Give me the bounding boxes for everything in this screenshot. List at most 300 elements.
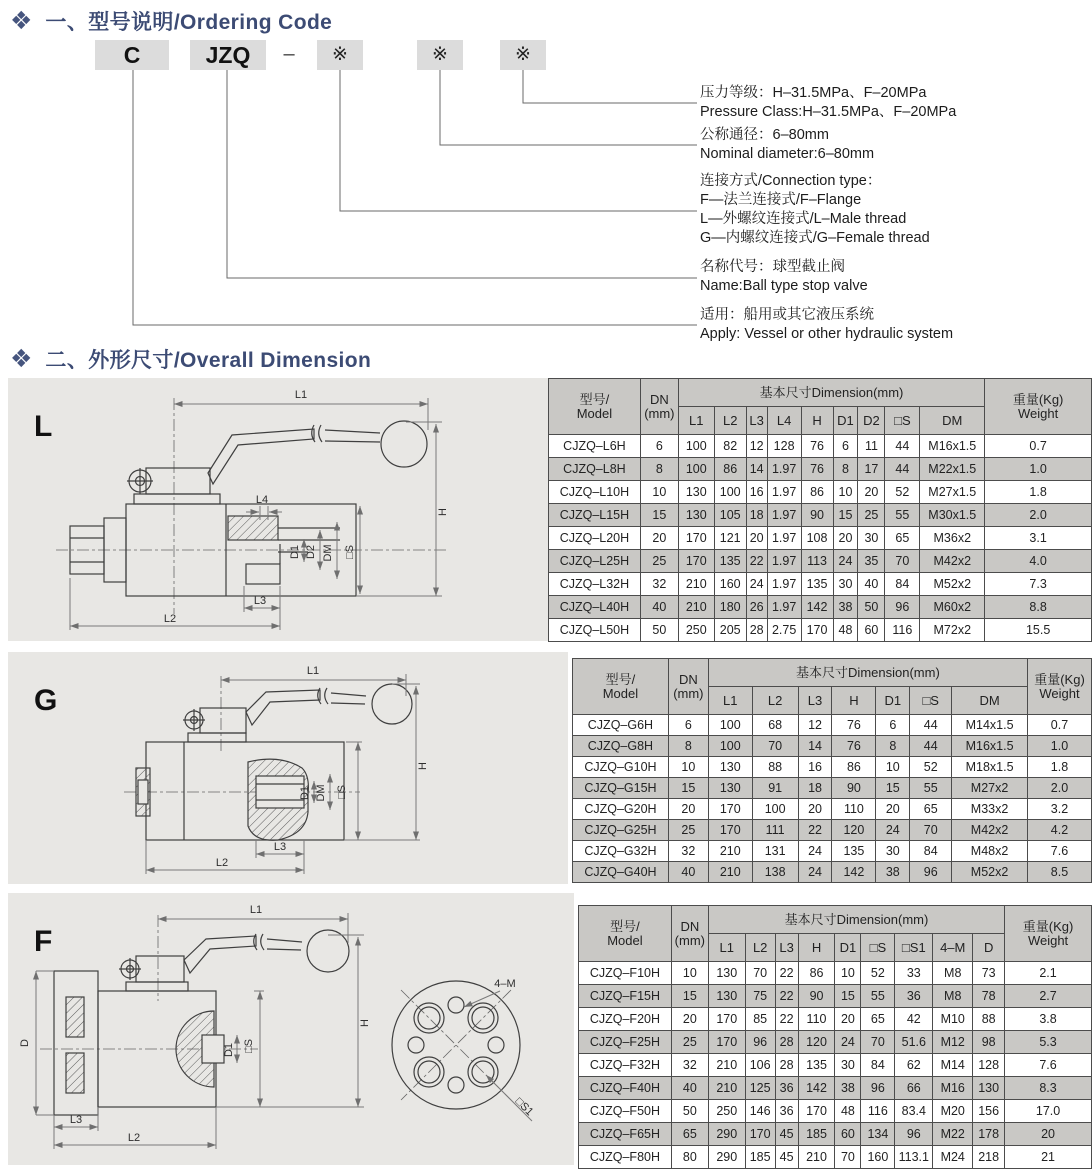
dimension-column-header: H: [801, 407, 833, 435]
dimension-column-header: L3: [775, 934, 798, 962]
model-cell: CJZQ–F65H: [579, 1123, 672, 1146]
value-cell: 10: [833, 481, 858, 504]
value-cell: 78: [973, 985, 1005, 1008]
value-cell: 170: [798, 1100, 835, 1123]
value-cell: 20: [640, 527, 678, 550]
table-row: [573, 778, 1092, 799]
dim-label-s1: □S1: [512, 1095, 536, 1119]
dimension-column-header: L2: [752, 687, 798, 715]
value-cell: 6: [668, 715, 708, 736]
value-cell: 24: [746, 573, 767, 596]
value-cell: 135: [832, 841, 876, 862]
value-cell: 8.5: [1028, 862, 1092, 883]
table-row: [549, 481, 1092, 504]
value-cell: 7.6: [1005, 1054, 1092, 1077]
dim-label-d1: D1: [289, 544, 301, 560]
value-cell: 96: [745, 1031, 775, 1054]
value-cell: M52x2: [920, 573, 985, 596]
value-cell: 111: [752, 820, 798, 841]
value-cell: M36x2: [920, 527, 985, 550]
value-cell: 6: [876, 715, 910, 736]
value-cell: 1.0: [985, 458, 1092, 481]
value-cell: 8.8: [985, 596, 1092, 619]
model-cell: CJZQ–G25H: [573, 820, 669, 841]
value-cell: 170: [708, 1031, 745, 1054]
dim-label-l4: L4: [255, 494, 269, 506]
value-cell: 20: [1005, 1123, 1092, 1146]
value-cell: 44: [910, 715, 952, 736]
value-cell: 10: [835, 962, 861, 985]
value-cell: 290: [708, 1123, 745, 1146]
value-cell: 40: [858, 573, 885, 596]
value-cell: 52: [885, 481, 920, 504]
model-cell: CJZQ–F10H: [579, 962, 672, 985]
dimension-labels: [164, 389, 449, 625]
value-cell: 15: [876, 778, 910, 799]
value-cell: 15: [671, 985, 708, 1008]
value-cell: 86: [832, 757, 876, 778]
value-cell: 100: [678, 458, 714, 481]
value-cell: 100: [752, 799, 798, 820]
model-cell: CJZQ–F40H: [579, 1077, 672, 1100]
value-cell: 120: [832, 820, 876, 841]
drawing-panel-g: [8, 652, 568, 884]
dim-label-l1: L1: [294, 389, 308, 401]
value-cell: 15: [835, 985, 861, 1008]
model-cell: CJZQ–G20H: [573, 799, 669, 820]
value-cell: 185: [798, 1123, 835, 1146]
value-cell: M33x2: [952, 799, 1028, 820]
value-cell: 8: [668, 736, 708, 757]
value-cell: 14: [746, 458, 767, 481]
value-cell: M8: [933, 985, 973, 1008]
dimension-column-header: L1: [708, 934, 745, 962]
dim-label-l1: L1: [249, 904, 263, 916]
dimension-column-header: D1: [835, 934, 861, 962]
code-box-pressure: ※: [500, 40, 546, 70]
value-cell: 44: [885, 435, 920, 458]
dimension-column-header: 4–M: [933, 934, 973, 962]
value-cell: 25: [858, 504, 885, 527]
value-cell: M16x1.5: [920, 435, 985, 458]
value-cell: 44: [910, 736, 952, 757]
value-cell: 100: [708, 715, 752, 736]
value-cell: 70: [861, 1031, 895, 1054]
valve-body-outline: [136, 684, 412, 840]
value-cell: M72x2: [920, 619, 985, 642]
dimension-column-header: H: [832, 687, 876, 715]
value-cell: 52: [861, 962, 895, 985]
table-row: [579, 1123, 1092, 1146]
value-cell: 76: [801, 458, 833, 481]
value-cell: 24: [876, 820, 910, 841]
value-cell: 40: [668, 862, 708, 883]
value-cell: M42x2: [920, 550, 985, 573]
value-cell: 3.8: [1005, 1008, 1092, 1031]
value-cell: 130: [708, 962, 745, 985]
value-cell: 38: [835, 1077, 861, 1100]
annotation-line: 名称代号：球型截止阀: [700, 259, 845, 275]
value-cell: 28: [775, 1031, 798, 1054]
variant-letter-g: G: [34, 684, 58, 717]
value-cell: 130: [678, 481, 714, 504]
value-cell: 38: [833, 596, 858, 619]
value-cell: 20: [668, 799, 708, 820]
value-cell: 18: [746, 504, 767, 527]
model-column-header: 型号/ Model: [579, 906, 672, 962]
annotation-pressure-class: [700, 84, 956, 122]
annotation-apply: [700, 306, 953, 344]
table-row: [573, 757, 1092, 778]
dimension-column-header: H: [798, 934, 835, 962]
value-cell: 110: [798, 1008, 835, 1031]
dimension-lines: [36, 913, 532, 1149]
value-cell: 50: [671, 1100, 708, 1123]
value-cell: 48: [833, 619, 858, 642]
dim-label-l2: L2: [163, 613, 177, 625]
table-row: [549, 619, 1092, 642]
drawing-panel-l: [8, 378, 548, 641]
value-cell: M18x1.5: [952, 757, 1028, 778]
value-cell: 45: [775, 1123, 798, 1146]
value-cell: 8.3: [1005, 1077, 1092, 1100]
value-cell: 1.97: [767, 458, 801, 481]
value-cell: 14: [798, 736, 832, 757]
value-cell: M30x1.5: [920, 504, 985, 527]
model-cell: CJZQ–G32H: [573, 841, 669, 862]
annotation-line: 压力等级：H–31.5MPa、F–20MPa: [700, 85, 927, 101]
dim-label-h: H: [437, 508, 449, 516]
value-cell: 70: [910, 820, 952, 841]
value-cell: 210: [708, 1054, 745, 1077]
code-box-diameter: ※: [417, 40, 463, 70]
value-cell: 18: [798, 778, 832, 799]
value-cell: 96: [885, 596, 920, 619]
value-cell: 16: [746, 481, 767, 504]
value-cell: 32: [671, 1054, 708, 1077]
dimension-column-header: L4: [767, 407, 801, 435]
dim-label-s: □S: [344, 545, 356, 559]
value-cell: 40: [640, 596, 678, 619]
value-cell: 16: [798, 757, 832, 778]
dimension-column-header: □S: [910, 687, 952, 715]
model-cell: CJZQ–G10H: [573, 757, 669, 778]
value-cell: 250: [708, 1100, 745, 1123]
dimension-column-header: L1: [708, 687, 752, 715]
value-cell: 98: [973, 1031, 1005, 1054]
table-row: [573, 862, 1092, 883]
dimension-column-header: □S: [861, 934, 895, 962]
value-cell: 210: [678, 573, 714, 596]
dimension-group-header: 基本尺寸Dimension(mm): [708, 906, 1004, 934]
model-cell: CJZQ–F25H: [579, 1031, 672, 1054]
value-cell: 1.97: [767, 481, 801, 504]
value-cell: 28: [775, 1054, 798, 1077]
dn-column-header: DN (mm): [668, 659, 708, 715]
value-cell: 85: [745, 1008, 775, 1031]
value-cell: 17.0: [1005, 1100, 1092, 1123]
value-cell: M24: [933, 1146, 973, 1169]
model-column-header: 型号/ Model: [549, 379, 641, 435]
value-cell: 55: [861, 985, 895, 1008]
dimension-column-header: L2: [745, 934, 775, 962]
value-cell: 10: [876, 757, 910, 778]
table-row: [573, 820, 1092, 841]
table-row: [579, 1054, 1092, 1077]
value-cell: M20: [933, 1100, 973, 1123]
variant-letter-f: F: [34, 925, 53, 958]
value-cell: 1.97: [767, 596, 801, 619]
value-cell: M22: [933, 1123, 973, 1146]
value-cell: 76: [832, 736, 876, 757]
dimension-column-header: □S: [885, 407, 920, 435]
value-cell: 121: [714, 527, 746, 550]
weight-column-header: 重量(Kg) Weight: [1005, 906, 1092, 962]
model-cell: CJZQ–G40H: [573, 862, 669, 883]
value-cell: 24: [798, 841, 832, 862]
table-row: [579, 985, 1092, 1008]
value-cell: 88: [973, 1008, 1005, 1031]
value-cell: 22: [775, 962, 798, 985]
value-cell: 135: [801, 573, 833, 596]
table-row: [549, 550, 1092, 573]
section1-title: 一、型号说明/Ordering Code: [45, 11, 333, 34]
value-cell: 25: [671, 1031, 708, 1054]
value-cell: 38: [876, 862, 910, 883]
value-cell: 25: [668, 820, 708, 841]
value-cell: 65: [910, 799, 952, 820]
value-cell: 48: [835, 1100, 861, 1123]
value-cell: 21: [1005, 1146, 1092, 1169]
value-cell: 60: [858, 619, 885, 642]
section2-title: 二、外形尺寸/Overall Dimension: [45, 349, 372, 372]
value-cell: 130: [708, 778, 752, 799]
dimension-group-header: 基本尺寸Dimension(mm): [708, 659, 1027, 687]
value-cell: 113.1: [895, 1146, 933, 1169]
value-cell: 205: [714, 619, 746, 642]
value-cell: 128: [767, 435, 801, 458]
value-cell: 142: [801, 596, 833, 619]
value-cell: 3.1: [985, 527, 1092, 550]
value-cell: 180: [714, 596, 746, 619]
value-cell: 36: [775, 1077, 798, 1100]
table-row: [579, 1031, 1092, 1054]
value-cell: 185: [745, 1146, 775, 1169]
value-cell: 35: [858, 550, 885, 573]
value-cell: 6: [833, 435, 858, 458]
value-cell: 30: [835, 1054, 861, 1077]
dimension-column-header: DM: [920, 407, 985, 435]
table-row: [549, 527, 1092, 550]
value-cell: 20: [798, 799, 832, 820]
annotation-line: 公称通径：6–80mm: [700, 127, 829, 143]
value-cell: 8: [833, 458, 858, 481]
value-cell: 1.97: [767, 527, 801, 550]
value-cell: 22: [775, 1008, 798, 1031]
value-cell: 70: [752, 736, 798, 757]
value-cell: 88: [752, 757, 798, 778]
value-cell: 20: [876, 799, 910, 820]
variant-letter-l: L: [34, 410, 53, 443]
value-cell: 22: [798, 820, 832, 841]
value-cell: M52x2: [952, 862, 1028, 883]
model-cell: CJZQ–L50H: [549, 619, 641, 642]
value-cell: 108: [801, 527, 833, 550]
value-cell: 100: [714, 481, 746, 504]
value-cell: 20: [835, 1008, 861, 1031]
section-diamond-icon: ❖: [10, 344, 33, 373]
value-cell: 1.8: [1028, 757, 1092, 778]
dimension-table: [578, 905, 1092, 1169]
model-cell: CJZQ–G6H: [573, 715, 669, 736]
value-cell: 91: [752, 778, 798, 799]
model-cell: CJZQ–G15H: [573, 778, 669, 799]
value-cell: 30: [876, 841, 910, 862]
dimension-table: [548, 378, 1092, 642]
value-cell: 156: [973, 1100, 1005, 1123]
table-row: [549, 504, 1092, 527]
annotation-line: Apply: Vessel or other hydraulic system: [700, 326, 954, 342]
dim-label-h: H: [417, 762, 429, 770]
dimension-column-header: D: [973, 934, 1005, 962]
value-cell: 82: [714, 435, 746, 458]
annotation-line: G—内螺纹连接式/G–Female thread: [700, 230, 930, 246]
value-cell: 2.1: [1005, 962, 1092, 985]
value-cell: 6: [640, 435, 678, 458]
dimension-column-header: L1: [678, 407, 714, 435]
model-cell: CJZQ–F50H: [579, 1100, 672, 1123]
table-row: [579, 1146, 1092, 1169]
value-cell: 1.97: [767, 573, 801, 596]
value-cell: 8: [640, 458, 678, 481]
value-cell: 30: [833, 573, 858, 596]
value-cell: 0.7: [985, 435, 1092, 458]
value-cell: M10: [933, 1008, 973, 1031]
value-cell: 90: [832, 778, 876, 799]
value-cell: M60x2: [920, 596, 985, 619]
value-cell: 170: [678, 550, 714, 573]
dim-label-s: □S: [336, 785, 348, 799]
value-cell: 84: [861, 1054, 895, 1077]
model-cell: CJZQ–L40H: [549, 596, 641, 619]
value-cell: 116: [861, 1100, 895, 1123]
dimension-table-f: [578, 905, 1092, 1169]
value-cell: 30: [858, 527, 885, 550]
value-cell: 130: [708, 985, 745, 1008]
value-cell: 20: [858, 481, 885, 504]
value-cell: 68: [752, 715, 798, 736]
value-cell: 50: [640, 619, 678, 642]
dim-label-d1: D1: [299, 785, 311, 801]
model-cell: CJZQ–F32H: [579, 1054, 672, 1077]
model-cell: CJZQ–L20H: [549, 527, 641, 550]
value-cell: 11: [858, 435, 885, 458]
value-cell: M8: [933, 962, 973, 985]
value-cell: 290: [708, 1146, 745, 1169]
value-cell: 90: [798, 985, 835, 1008]
value-cell: 100: [678, 435, 714, 458]
value-cell: 55: [885, 504, 920, 527]
value-cell: 12: [798, 715, 832, 736]
value-cell: 32: [668, 841, 708, 862]
value-cell: 105: [714, 504, 746, 527]
value-cell: 5.3: [1005, 1031, 1092, 1054]
model-cell: CJZQ–G8H: [573, 736, 669, 757]
annotation-connection-type: [700, 172, 930, 248]
value-cell: 70: [835, 1146, 861, 1169]
value-cell: 134: [861, 1123, 895, 1146]
value-cell: 20: [671, 1008, 708, 1031]
value-cell: 116: [885, 619, 920, 642]
value-cell: 86: [798, 962, 835, 985]
dimension-table-g: [572, 658, 1092, 883]
value-cell: 210: [798, 1146, 835, 1169]
value-cell: 65: [671, 1123, 708, 1146]
value-cell: 106: [745, 1054, 775, 1077]
valve-drawing-f: [8, 893, 574, 1165]
value-cell: 170: [708, 820, 752, 841]
value-cell: 170: [708, 1008, 745, 1031]
value-cell: 66: [895, 1077, 933, 1100]
annotation-name-code: [700, 258, 868, 296]
value-cell: 73: [973, 962, 1005, 985]
valve-body-outline: [70, 421, 427, 596]
value-cell: 96: [910, 862, 952, 883]
dim-label-l3: L3: [253, 595, 267, 607]
value-cell: 178: [973, 1123, 1005, 1146]
value-cell: 110: [832, 799, 876, 820]
value-cell: 20: [833, 527, 858, 550]
code-box-series: JZQ: [190, 40, 266, 70]
dimension-column-header: D1: [833, 407, 858, 435]
value-cell: 40: [671, 1077, 708, 1100]
value-cell: 15: [640, 504, 678, 527]
value-cell: 20: [746, 527, 767, 550]
value-cell: 1.97: [767, 550, 801, 573]
dimension-column-header: L3: [798, 687, 832, 715]
dimension-column-header: L2: [714, 407, 746, 435]
value-cell: 250: [678, 619, 714, 642]
dimension-table: [572, 658, 1092, 883]
dimension-column-header: D2: [858, 407, 885, 435]
value-cell: 146: [745, 1100, 775, 1123]
value-cell: 0.7: [1028, 715, 1092, 736]
valve-drawing-l: [8, 378, 548, 641]
value-cell: 10: [671, 962, 708, 985]
table-row: [549, 573, 1092, 596]
annotation-nominal-diameter: [700, 126, 874, 164]
dim-label-l2: L2: [215, 857, 229, 869]
value-cell: 128: [973, 1054, 1005, 1077]
value-cell: 26: [746, 596, 767, 619]
model-cell: CJZQ–F15H: [579, 985, 672, 1008]
dimension-column-header: DM: [952, 687, 1028, 715]
value-cell: M48x2: [952, 841, 1028, 862]
dim-label-l3: L3: [273, 841, 287, 853]
value-cell: 15: [833, 504, 858, 527]
value-cell: 86: [714, 458, 746, 481]
table-row: [579, 1008, 1092, 1031]
value-cell: 45: [775, 1146, 798, 1169]
value-cell: 80: [671, 1146, 708, 1169]
value-cell: 2.0: [985, 504, 1092, 527]
table-row: [549, 458, 1092, 481]
model-cell: CJZQ–F20H: [579, 1008, 672, 1031]
table-row: [573, 841, 1092, 862]
value-cell: 70: [885, 550, 920, 573]
value-cell: 24: [798, 862, 832, 883]
value-cell: 4.2: [1028, 820, 1092, 841]
